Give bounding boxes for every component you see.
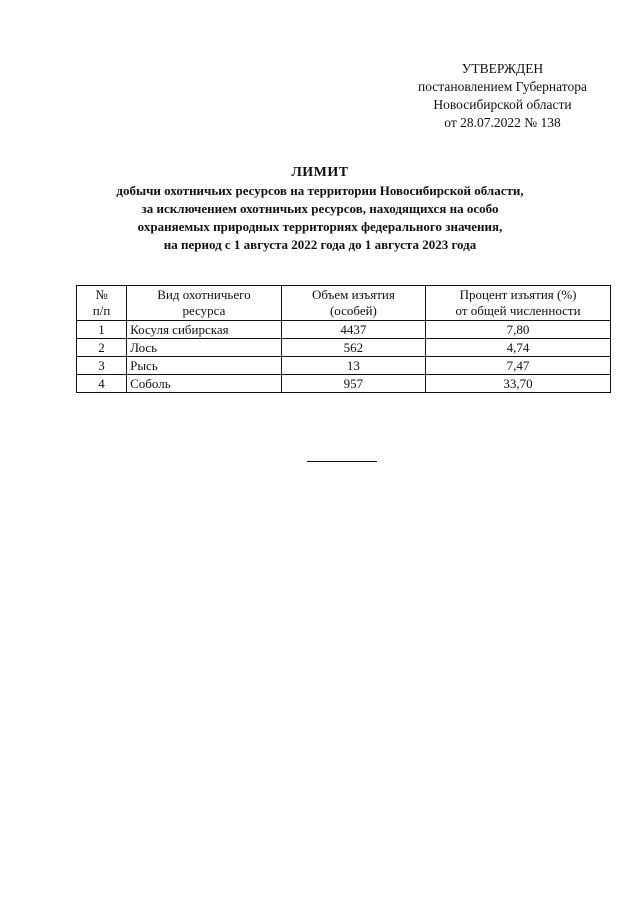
table-header-row [77, 286, 611, 321]
header-resource-line-1: Вид охотничьего [157, 287, 251, 302]
header-number-line-2: п/п [92, 303, 111, 318]
approval-date-number: от 28.07.2022 № 138 [444, 115, 561, 130]
approval-region: Новосибирской области [433, 97, 572, 112]
header-resource-line-2: ресурса [182, 303, 226, 318]
row-percent: 4,74 [426, 339, 611, 357]
row-number: 2 [77, 339, 127, 357]
row-volume: 562 [281, 339, 425, 357]
limit-table [76, 285, 611, 393]
row-percent: 7,80 [426, 321, 611, 339]
header-percent-line-1: Процент изъятия (%) [459, 287, 577, 302]
row-resource-name: Соболь [127, 375, 282, 393]
header-percent [426, 286, 611, 321]
row-percent: 33,70 [426, 375, 611, 393]
approval-status: УТВЕРЖДЕН [461, 61, 544, 76]
title-heading: ЛИМИТ [291, 165, 349, 180]
approval-authority: постановлением Губернатора [418, 79, 587, 94]
row-number: 1 [77, 321, 127, 339]
header-percent-line-2: от общей численности [455, 303, 581, 318]
closing-separator-line [307, 461, 377, 462]
header-volume [281, 286, 425, 321]
header-volume-line-1: Объем изъятия [312, 287, 395, 302]
row-volume: 13 [281, 357, 425, 375]
header-resource-type [127, 286, 282, 321]
row-resource-name: Косуля сибирская [127, 321, 282, 339]
row-volume: 957 [281, 375, 425, 393]
row-resource-name: Рысь [127, 357, 282, 375]
row-percent: 7,47 [426, 357, 611, 375]
table-row [77, 339, 611, 357]
title-line-3: охраняемых природных территориях федерального значения, [137, 219, 503, 234]
title-line-2: за исключением охотничьих ресурсов, находящихся на особо [141, 201, 499, 216]
approval-stamp [400, 60, 605, 132]
title-line-1: добычи охотничьих ресурсов на территории Новосибирской области, [116, 183, 524, 198]
header-number-line-1: № [95, 287, 108, 302]
row-number: 4 [77, 375, 127, 393]
row-resource-name: Лось [127, 339, 282, 357]
table-row [77, 375, 611, 393]
header-volume-line-2: (особей) [329, 303, 377, 318]
document-title [60, 164, 580, 254]
title-line-4: на период с 1 августа 2022 года до 1 августа 2023 года [163, 237, 477, 252]
row-volume: 4437 [281, 321, 425, 339]
row-number: 3 [77, 357, 127, 375]
header-number [77, 286, 127, 321]
table-row [77, 357, 611, 375]
table-row [77, 321, 611, 339]
